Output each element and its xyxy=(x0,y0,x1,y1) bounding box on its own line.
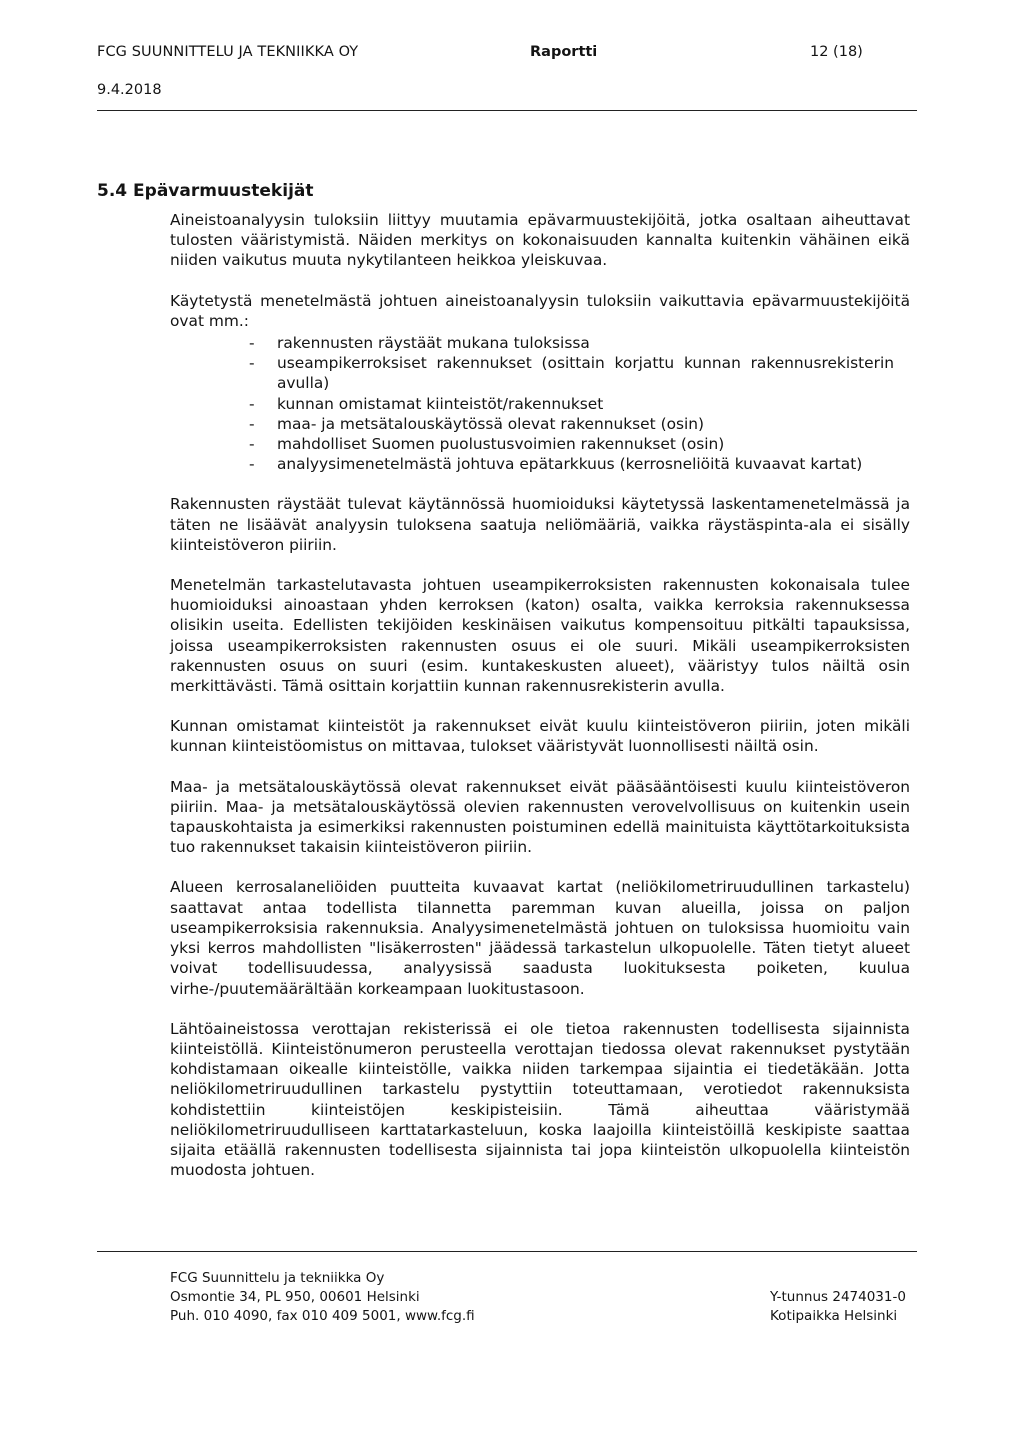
paragraph-1: Aineistoanalyysin tuloksiin liittyy muutamia epävarmuustekijöitä, jotka osaltaan aiheuttavat tulosten vääristymistä. Näiden merkitys on kokonaisuuden kannalta kuitenkin vähäinen eikä niiden vaikutus muuta nykytilanteen heikkoa yleiskuvaa. xyxy=(170,211,910,270)
section-heading xyxy=(97,181,314,201)
list-dash: - xyxy=(249,334,255,353)
list-dash: - xyxy=(249,414,255,433)
section-number: 5.4 xyxy=(97,181,128,201)
list-item xyxy=(249,454,894,474)
paragraph-8: Lähtöaineistossa verottajan rekisterissä ei ole tietoa rakennusten todellisesta sijainnista kiinteistöllä. Kiinteistönumeron perusteella verottajan tiedossa olevat rakennukset pystytään kohdistamaan oikealle kiinteistölle, vaikka niiden tarkempaa sijaintia ei tiedetäkään. Jotta neliökilometriruudullinen tarkastelu pystyttiin toteuttamaan, verotiedot rakennuksista kohdistettiin kiinteistöjen keskipisteisiin. Tämä aiheuttaa vääristymää neliökilometriruudulliseen karttatarkasteluun, koska laajoilla kiinteistöillä keskipiste saattaa sijaita etäällä rakennusten todellisesta sijainnista tai jopa kiinteistön ulkopuolella kiinteistön muodosta johtuen. xyxy=(170,1019,910,1180)
list-item xyxy=(249,333,894,353)
list-item xyxy=(249,353,894,393)
list-item-text: useampikerroksiset rakennukset (osittain korjattu kunnan rakennusrekisterin avulla) xyxy=(277,354,894,393)
list-item xyxy=(249,394,894,414)
list-item-text: mahdolliset Suomen puolustusvoimien rakennukset (osin) xyxy=(277,435,725,454)
paragraph-3: Rakennusten räystäät tulevat käytännössä huomioiduksi käytetyssä laskentamenetelmässä ja täten ne lisäävät analyysin tuloksena saatuja neliömääriä, vaikka räystäspinta-ala ei sisälly kiinteistöveron piiriin. xyxy=(170,495,910,554)
paragraph-4: Menetelmän tarkastelutavasta johtuen useampikerroksisten rakennusten kokonaisala tulee huomioiduksi ainoastaan yhden kerroksen (katon) osalta, vaikka kerroksia rakennuksessa olisikin useita. Edellisten tekijöiden keskinäisen vaikutus kompensoituu pitkälti tapauksissa, joissa useampikerroksisten rakennusten osuus ei ole suuri. Mikäli useampikerroksisten rakennusten osuus on suuri (esim. kuntakeskusten alueet), vääristyy tulos näiltä osin merkittävästi. Tämä osittain korjattiin kunnan rakennusrekisterin avulla. xyxy=(170,576,910,696)
list-item-text: analyysimenetelmästä johtuva epätarkkuus (kerrosneliöitä kuvaavat kartat) xyxy=(277,455,863,474)
footer-domicile: Kotipaikka Helsinki xyxy=(770,1308,898,1324)
list-dash: - xyxy=(249,455,255,474)
list-item-text: maa- ja metsätalouskäytössä olevat rakennukset (osin) xyxy=(277,414,705,433)
list-item xyxy=(249,414,894,434)
footer-company: FCG Suunnittelu ja tekniikka Oy xyxy=(170,1270,385,1286)
footer-phone-fax-web: Puh. 010 4090, fax 010 409 5001, www.fcg.fi xyxy=(170,1308,475,1324)
header-date: 9.4.2018 xyxy=(97,82,162,98)
header-page-number: 12 (18) xyxy=(810,44,863,60)
paragraph-5: Kunnan omistamat kiinteistöt ja rakennukset eivät kuulu kiinteistöveron piiriin, joten mikäli kunnan kiinteistöomistus on mittavaa, tulokset vääristyvät luonnollisesti näiltä osin. xyxy=(170,717,910,756)
list-item-text: rakennusten räystäät mukana tuloksissa xyxy=(277,334,590,353)
header-document-type: Raportti xyxy=(530,44,598,60)
paragraph-2: Käytetystä menetelmästä johtuen aineistoanalyysin tuloksiin vaikuttavia epävarmuustekijöitä ovat mm.: xyxy=(170,291,910,330)
section-body xyxy=(170,210,910,1200)
footer-contact-block xyxy=(170,1269,475,1326)
uncertainty-list xyxy=(170,333,894,474)
footer-business-id: Y-tunnus 2474031-0 xyxy=(770,1289,906,1305)
footer-address: Osmontie 34, PL 950, 00601 Helsinki xyxy=(170,1289,420,1305)
header-divider xyxy=(97,110,917,111)
section-title: Epävarmuustekijät xyxy=(133,181,314,201)
footer-registration-block xyxy=(770,1269,906,1326)
footer-divider xyxy=(97,1251,917,1252)
paragraph-6: Maa- ja metsätalouskäytössä olevat rakennukset eivät pääsääntöisesti kuulu kiinteistöveron piiriin. Maa- ja metsätalouskäytössä olevien rakennusten verovelvollisuus on kuitenkin usein tapauskohtaista ja esimerkiksi rakennusten poistuminen edellä mainituista käyttötarkoituksista tuo rakennukset takaisin kiinteistöveron piiriin. xyxy=(170,777,910,857)
list-item-text: kunnan omistamat kiinteistöt/rakennukset xyxy=(277,394,604,413)
list-dash: - xyxy=(249,354,255,373)
list-dash: - xyxy=(249,435,255,454)
paragraph-7: Alueen kerrosalaneliöiden puutteita kuvaavat kartat (neliökilometriruudullinen tarkastelu) saattavat antaa todellista tilannetta paremman kuvan alueilla, joissa on paljon useampikerroksisia rakennuksia. Analyysimenetelmästä johtuen on tuloksissa huomioitu vain yksi kerros mahdollisten "lisäkerrosten" jäädessä tarkastelun ulkopuolelle. Täten tietyt alueet voivat todellisuudessa, analyysissä saadusta luokituksesta poiketen, kuulua virhe-/puutemäärältään korkeampaan luokitustasoon. xyxy=(170,878,910,998)
list-dash: - xyxy=(249,394,255,413)
header-company: FCG SUUNNITTELU JA TEKNIIKKA OY xyxy=(97,44,359,60)
list-item xyxy=(249,434,894,454)
